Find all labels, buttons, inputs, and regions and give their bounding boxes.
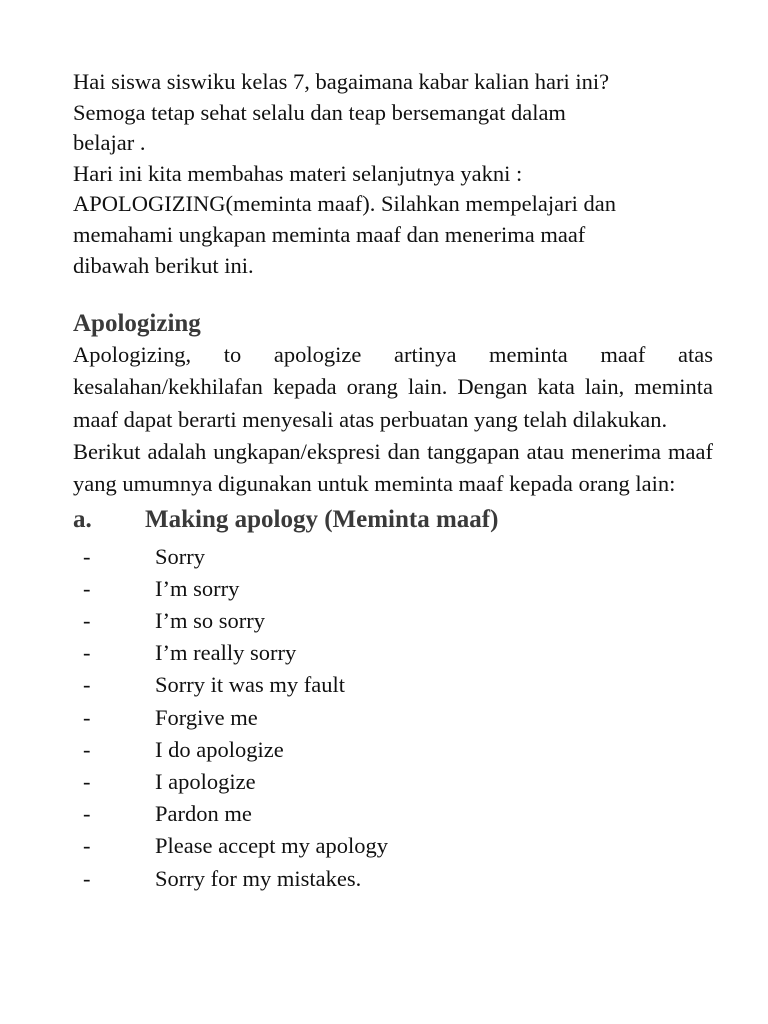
intro-line: APOLOGIZING(meminta maaf). Silahkan mempelajari dan	[73, 191, 616, 217]
list-item-text: Please accept my apology	[155, 833, 389, 859]
intro-line: dibawah berikut ini.	[73, 252, 254, 278]
subsection-letter: a.	[73, 505, 92, 533]
list-item	[73, 541, 713, 573]
bullet-dash: -	[83, 736, 91, 762]
intro-line: memahami ungkapan meminta maaf dan menerima maaf	[73, 221, 586, 247]
list-item	[73, 702, 713, 734]
document-page	[73, 67, 713, 895]
bullet-dash: -	[83, 672, 91, 698]
list-item-text: Sorry	[155, 543, 205, 569]
bullet-dash: -	[83, 865, 91, 891]
bullet-dash: -	[83, 833, 91, 859]
list-item-text: I do apologize	[155, 736, 284, 762]
list-item	[73, 637, 713, 669]
list-item	[73, 669, 713, 701]
list-item	[73, 734, 713, 766]
intro-text	[73, 67, 713, 281]
list-item-text: Pardon me	[155, 801, 252, 827]
list-item	[73, 830, 713, 862]
bullet-dash: -	[83, 575, 91, 601]
apology-phrase-list	[73, 541, 713, 895]
section-paragraph-definition: Apologizing, to apologize artinya meminta maaf atas kesalahan/kekhilafan kepada orang lain. Dengan kata lain, meminta maaf dapat berarti menyesali atas perbuatan yang telah dilakukan.	[73, 342, 713, 432]
list-item	[73, 863, 713, 895]
list-item-text: I’m really sorry	[155, 640, 297, 666]
intro-line: belajar .	[73, 130, 146, 156]
list-item	[73, 573, 713, 605]
bullet-dash: -	[83, 704, 91, 730]
section-paragraph-expressions: Berikut adalah ungkapan/ekspresi dan tanggapan atau menerima maaf yang umumnya digunakan untuk meminta maaf kepada orang lain:	[73, 439, 713, 497]
bullet-dash: -	[83, 801, 91, 827]
bullet-dash: -	[83, 640, 91, 666]
subsection-heading	[73, 505, 713, 535]
intro-line: Semoga tetap sehat selalu dan teap bersemangat dalam	[73, 99, 566, 125]
bullet-dash: -	[83, 768, 91, 794]
list-item-text: Sorry it was my fault	[155, 672, 345, 698]
list-item-text: Forgive me	[155, 704, 258, 730]
list-item-text: I apologize	[155, 768, 256, 794]
list-item	[73, 798, 713, 830]
intro-line: Hari ini kita membahas materi selanjutnya yakni :	[73, 160, 523, 186]
section-title: Apologizing	[73, 310, 201, 338]
list-item-text: I’m sorry	[155, 575, 240, 601]
list-item	[73, 605, 713, 637]
list-item	[73, 766, 713, 798]
list-item-text: I’m so sorry	[155, 608, 265, 634]
subsection-title: Making apology (Meminta maaf)	[145, 505, 499, 533]
bullet-dash: -	[83, 608, 91, 634]
bullet-dash: -	[83, 543, 91, 569]
list-item-text: Sorry for my mistakes.	[155, 865, 362, 891]
intro-line: Hai siswa siswiku kelas 7, bagaimana kabar kalian hari ini?	[73, 69, 610, 94]
